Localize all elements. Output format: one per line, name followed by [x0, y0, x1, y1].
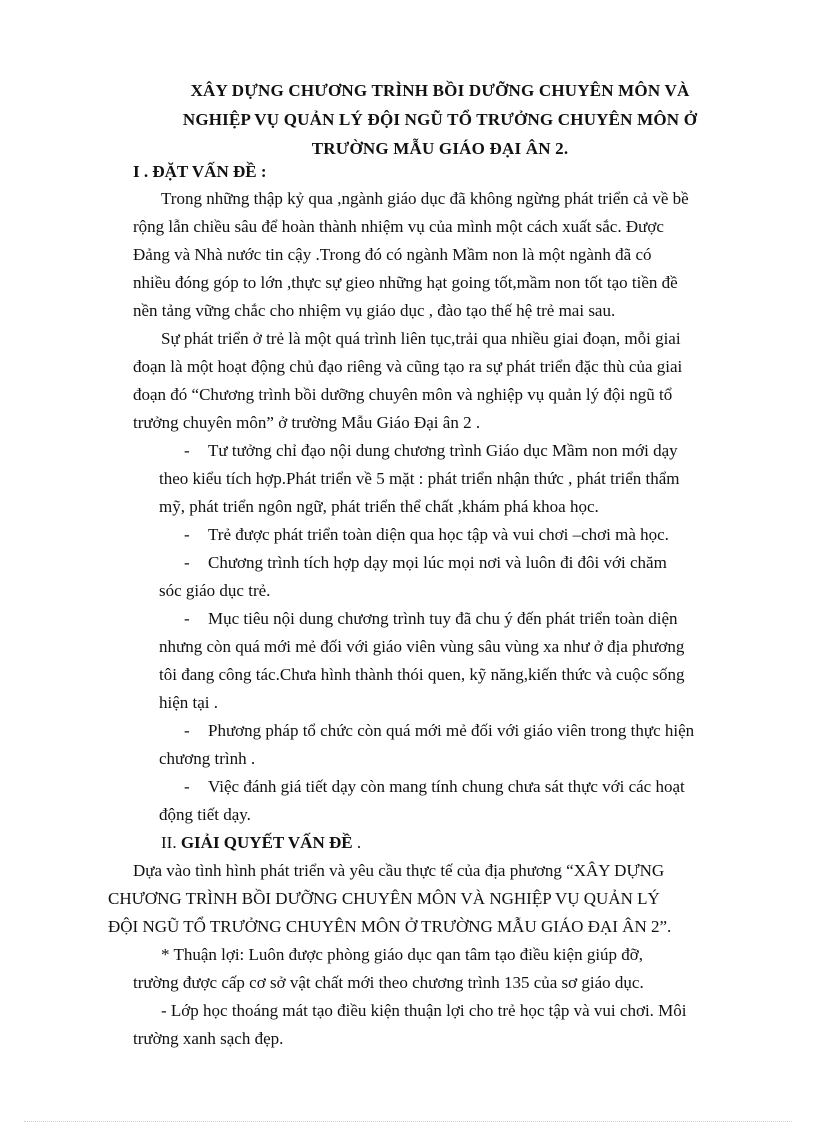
bullet-line: theo kiểu tích hợp.Phát triển về 5 mặt : phát triển nhận thức , phát triển thẩm: [159, 469, 680, 488]
bullet-line: Việc đánh giá tiết dạy còn mang tính chung chưa sát thực với các hoạt: [208, 777, 685, 796]
bullet-line: Mục tiêu nội dung chương trình tuy đã chu ý đến phát triển toàn diện: [208, 609, 678, 628]
bullet-line: Tư tưởng chỉ đạo nội dung chương trình Giáo dục Mầm non mới dạy: [208, 441, 678, 460]
bullet-line: mỹ, phát triển ngôn ngữ, phát triển thể chất ,khám phá khoa học.: [159, 497, 599, 516]
section-heading-prefix: II.: [161, 833, 177, 852]
bullet-line: nhưng còn quá mới mẻ đối với giáo viên vùng sâu vùng xa như ở địa phương: [159, 637, 685, 656]
paragraph-line: đoạn là một hoạt động chủ đạo riêng và cũng tạo ra sự phát triển đặc thù của giai: [133, 357, 683, 376]
bullet-dash: -: [184, 609, 190, 628]
bullet-line: Chương trình tích hợp dạy mọi lúc mọi nơi và luôn đi đôi với chăm: [208, 553, 667, 572]
paragraph-line: trưởng chuyên môn” ở trường Mẫu Giáo Đại ân 2 .: [133, 413, 481, 432]
section-heading-text: GIẢI QUYẾT VẤN ĐỀ: [180, 833, 353, 852]
bullet-line: Phương pháp tổ chức còn quá mới mẻ đối với giáo viên trong thực hiện: [208, 721, 695, 740]
paragraph-line: ĐỘI NGŨ TỔ TRƯỞNG CHUYÊN MÔN Ở TRƯỜNG MẪU GIÁO ĐẠI ÂN 2”.: [108, 917, 672, 936]
bullet-dash: -: [184, 721, 190, 740]
bullet-line: chương trình .: [159, 749, 256, 768]
paragraph-line: Dựa vào tình hình phát triển và yêu cầu thực tế của địa phương “XÂY DỰNG: [133, 861, 665, 880]
bullet-dash: -: [184, 525, 190, 544]
bullet-dash: -: [184, 441, 190, 460]
paragraph-line: Trong những thập kỷ qua ,ngành giáo dục đã không ngừng phát triển cả về bề: [161, 189, 689, 208]
bullet-dash: -: [184, 553, 190, 572]
bullet-line: hiện tại .: [159, 693, 219, 712]
paragraph-line: nền tảng vững chắc cho nhiệm vụ giáo dục , đào tạo thế hệ trẻ mai sau.: [133, 301, 616, 320]
paragraph-line: CHƯƠNG TRÌNH BỒI DƯỠNG CHUYÊN MÔN VÀ NGHIỆP VỤ QUẢN LÝ: [108, 889, 660, 908]
page-bottom-divider: [24, 1121, 792, 1122]
section-heading-suffix: .: [356, 833, 362, 852]
section-heading-2: [161, 831, 361, 855]
bullet-line: Trẻ được phát triển toàn diện qua học tập và vui chơi –chơi mà học.: [208, 525, 669, 544]
bullet-line: động tiết dạy.: [159, 805, 251, 824]
document-title: [130, 76, 750, 163]
paragraph-line: rộng lẫn chiều sâu để hoàn thành nhiệm vụ của mình một cách xuất sắc. Được: [133, 217, 664, 236]
paragraph-line: đoạn đó “Chương trình bồi dưỡng chuyên môn và nghiệp vụ quản lý đội ngũ tổ: [133, 385, 673, 404]
paragraph-line: * Thuận lợi: Luôn được phòng giáo dục qan tâm tạo điều kiện giúp đỡ,: [161, 945, 644, 964]
bullet-line: sóc giáo dục trẻ.: [159, 581, 271, 600]
title-line: TRƯỜNG MẪU GIÁO ĐẠI ÂN 2.: [311, 139, 569, 158]
title-line: XÂY DỰNG CHƯƠNG TRÌNH BỒI DƯỠNG CHUYÊN MÔN VÀ: [190, 81, 690, 100]
section-heading-1: I . ĐẶT VẤN ĐỀ :: [133, 162, 267, 181]
bullet-dash: -: [184, 777, 190, 796]
paragraph-line: nhiều đóng góp to lớn ,thực sự gieo những hạt going tốt,mầm non tốt tạo tiền đề: [133, 273, 678, 292]
paragraph-line: trường được cấp cơ sở vật chất mới theo chương trình 135 của sơ giáo dục.: [133, 973, 644, 992]
paragraph-line: Sự phát triển ở trẻ là một quá trình liên tục,trải qua nhiều giai đoạn, mỗi giai: [161, 329, 681, 348]
paragraph-line: Đảng và Nhà nước tin cậy .Trong đó có ngành Mầm non là một ngành đã có: [133, 245, 652, 264]
title-line: NGHIỆP VỤ QUẢN LÝ ĐỘI NGŨ TỔ TRƯỞNG CHUYÊN MÔN Ở: [182, 110, 698, 129]
paragraph-line: trường xanh sạch đẹp.: [133, 1029, 284, 1048]
bullet-line: tôi đang công tác.Chưa hình thành thói quen, kỹ năng,kiến thức và cuộc sống: [159, 665, 685, 684]
paragraph-line: - Lớp học thoáng mát tạo điều kiện thuận lợi cho trẻ học tập và vui chơi. Môi: [161, 1001, 687, 1020]
